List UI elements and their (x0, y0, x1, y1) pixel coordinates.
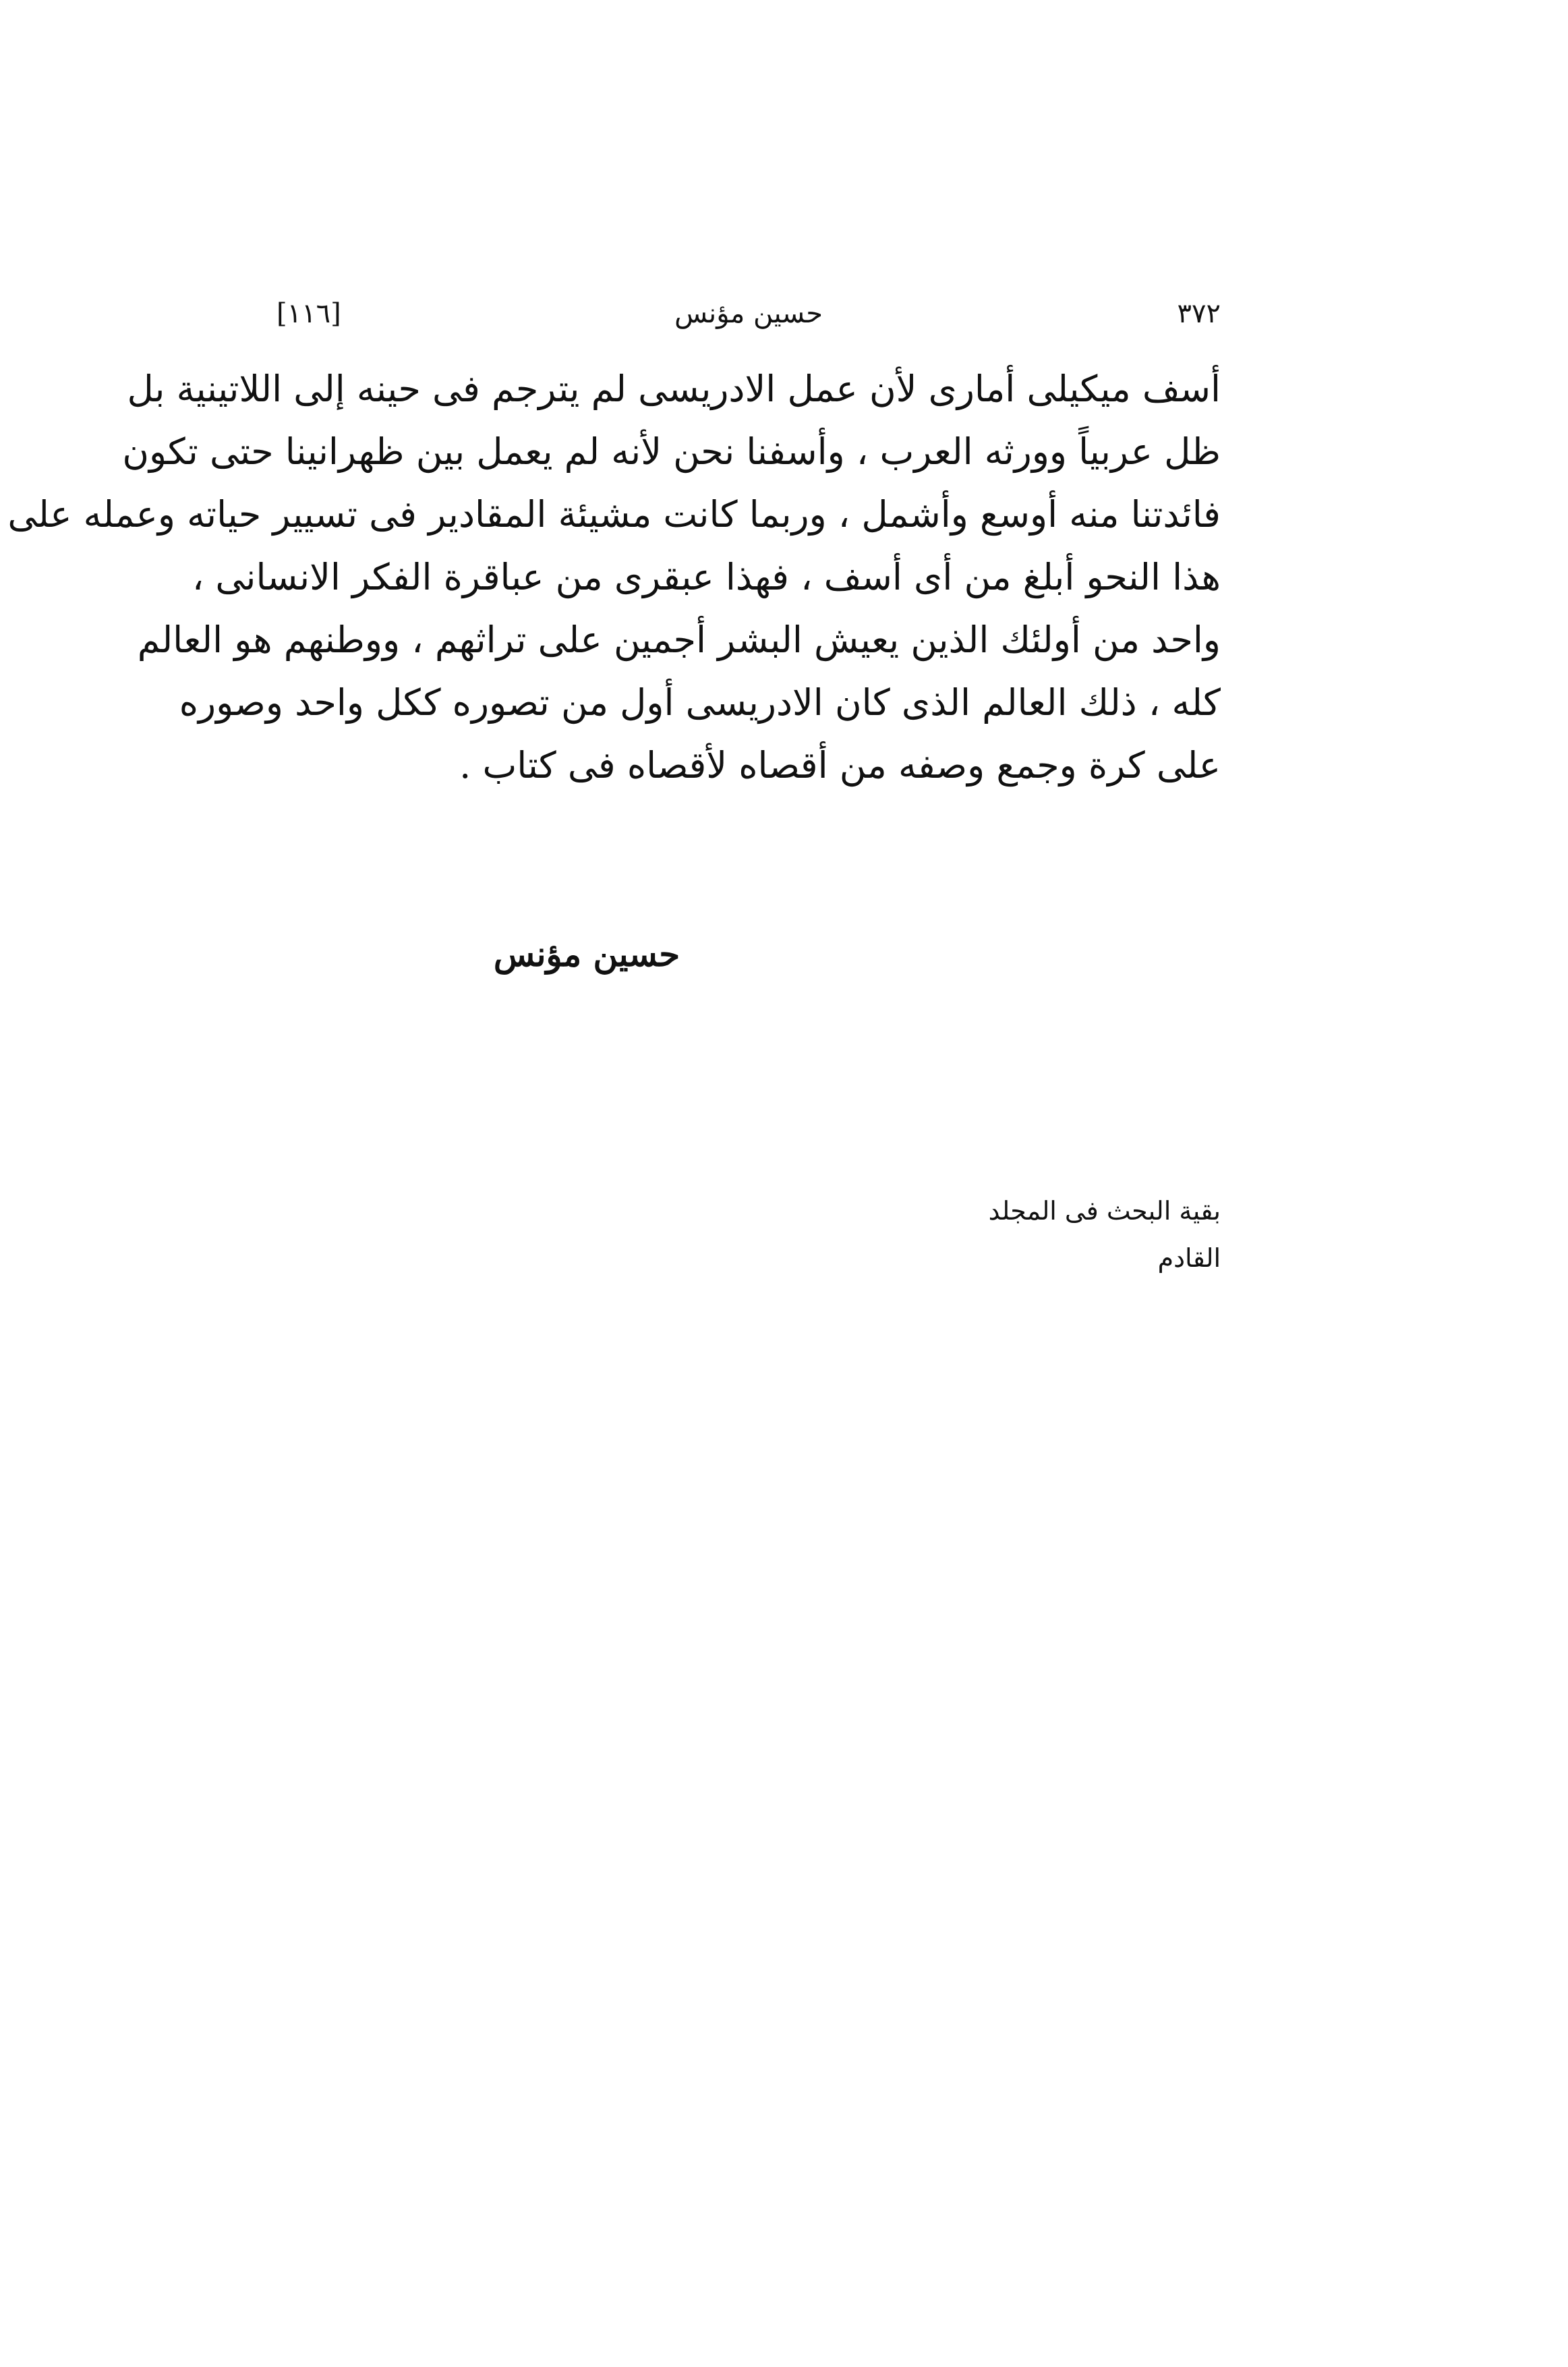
body-line: فائدتنا منه أوسع وأشمل ، وربما كانت مشيئة المقادير فى تسيير حياته وعمله على (7, 493, 1221, 536)
header-running-title: حسين مؤنس (674, 298, 823, 329)
body-line: ظل عربياً وورثه العرب ، وأسفنا نحن لأنه لم يعمل بين ظهرانينا حتى تكون (122, 430, 1221, 473)
header-bracket-number: [١١٦] (277, 298, 341, 329)
body-line: هذا النحو أبلغ من أى أسف ، فهذا عبقرى من عباقرة الفكر الانسانى ، (192, 556, 1221, 598)
continuation-note: بقية البحث فى المجلد القادم (988, 1196, 1221, 1273)
author-signature: حسين مؤنس (493, 934, 680, 974)
body-line: على كرة وجمع وصفه من أقصاه لأقصاه فى كتاب . (459, 744, 1221, 787)
body-line: كله ، ذلك العالم الذى كان الادريسى أول من تصوره ككل واحد وصوره (179, 681, 1221, 724)
body-paragraph (7, 358, 1221, 797)
body-line: واحد من أولئك الذين يعيش البشر أجمين على تراثهم ، ووطنهم هو العالم (137, 619, 1221, 661)
body-line: أسف ميكيلى أمارى لأن عمل الادريسى لم يترجم فى حينه إلى اللاتينية بل (127, 368, 1221, 410)
header-page-number: ٣٧٢ (1177, 298, 1221, 329)
page-header (277, 290, 1221, 337)
